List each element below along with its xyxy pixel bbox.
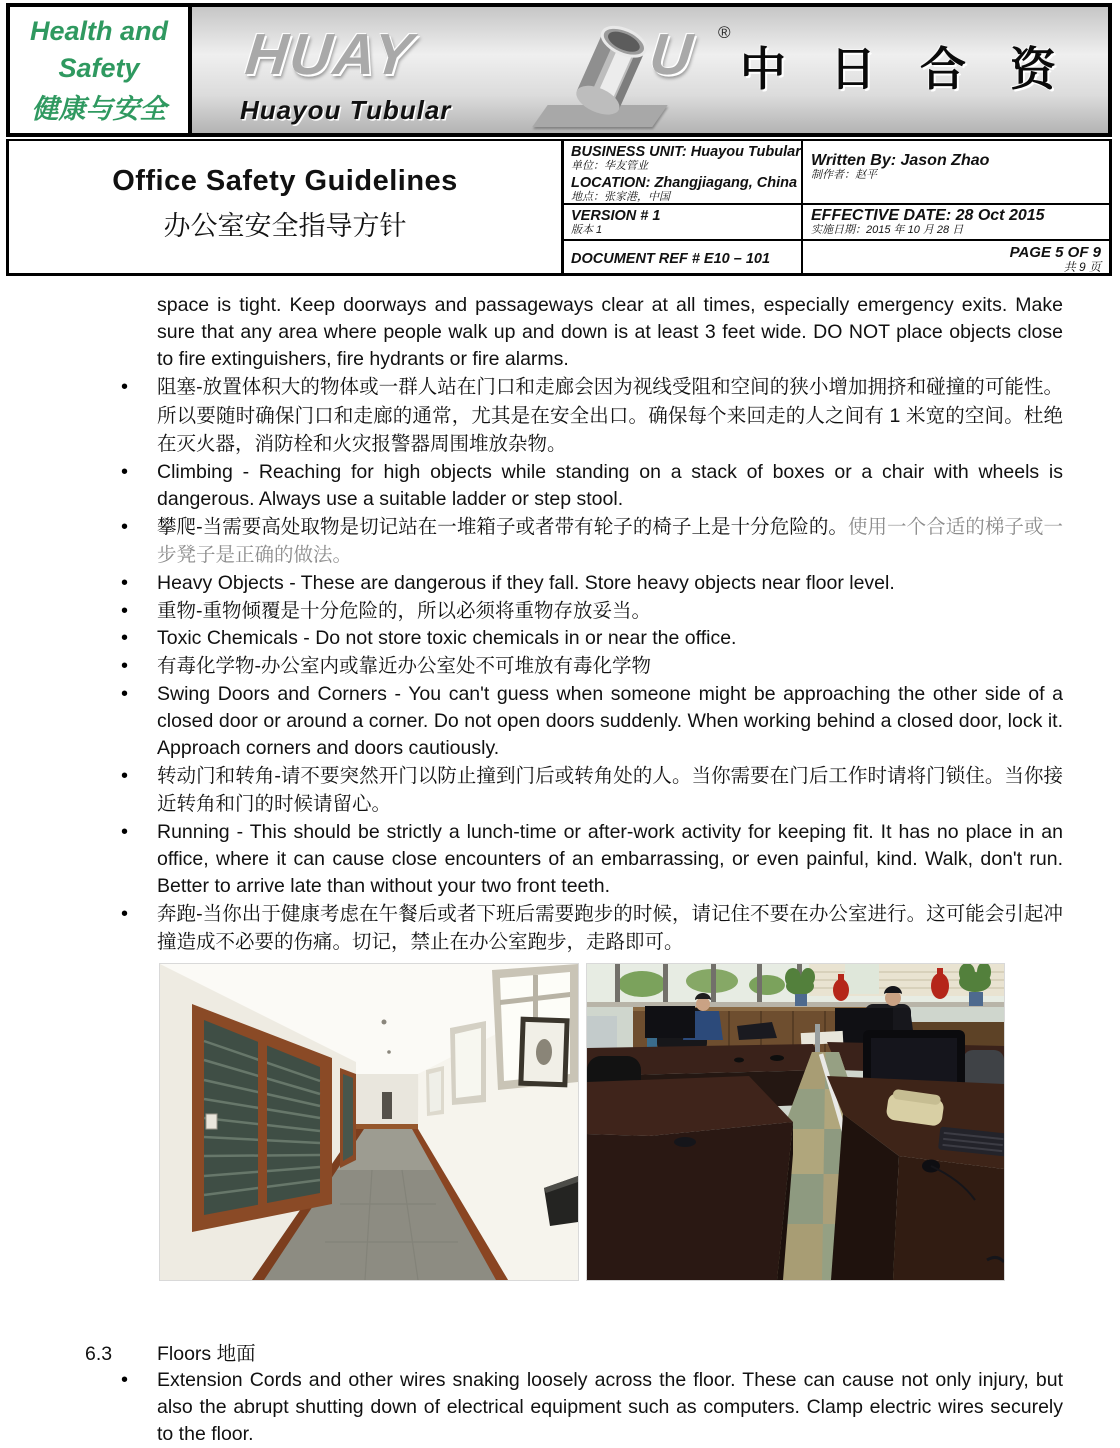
bullet-swing-doors-en: • Swing Doors and Corners - You can't guess when someone might be approaching the other side of a closed door or around a corner. Do not open doors suddenly. When working behind a closed door, lock it. Approach corners and doors cautiously. [157, 681, 1063, 762]
version-cell [564, 205, 803, 239]
business-unit-label-zh: 单位：华友管业 [571, 160, 648, 172]
joint-venture-text: 中日合资 [740, 43, 1100, 95]
safety-bullet-list [157, 373, 1063, 957]
floors-bullet-list [157, 1367, 1063, 1448]
bullet-running-zh: • 奔跑-当你出于健康考虑在午餐后或者下班后需要跑步的时候，请记住不要在办公室进行。这可能会引起冲撞造成不必要的伤痛。切记，禁止在办公室跑步，走路即可。 [157, 900, 1063, 957]
version-label-zh: 版本 1 [571, 224, 603, 236]
effective-date-cell [803, 205, 1109, 239]
business-unit-cell [564, 141, 803, 203]
effective-date-label-zh: 实施日期：2015 年 10 月 28 日 [811, 224, 964, 236]
page-number-cell [803, 241, 1109, 274]
page-number-zh: 共 9 页 [1063, 260, 1101, 274]
bullet-heavy-objects-zh: • 重物-重物倾覆是十分危险的，所以必须将重物存放妥当。 [157, 597, 1063, 626]
photo-row [159, 963, 1063, 1281]
written-by-cell [803, 141, 1109, 203]
huayou-logo [240, 13, 731, 131]
page-title: Office Safety Guidelines [112, 165, 458, 197]
location-label-zh: 地点：张家港，中国 [571, 191, 670, 203]
document-ref-cell [564, 241, 803, 274]
title-table [6, 139, 1112, 276]
document-info-grid [564, 141, 1109, 273]
bullet-climbing-en: • Climbing - Reaching for high objects while standing on a stack of boxes or a chair with wheels is dangerous. Always use a suitable ladder or step stool. [157, 459, 1063, 513]
bullet-climbing-zh-main: 攀爬-当需要高处取物是切记站在一堆箱子或者带有轮子的椅子上是十分危险的。 [157, 515, 848, 538]
bullet-running-en: • Running - This should be strictly a lunch-time or after-work activity for keeping fit. It has no place in an office, where it can cause close encounters of an embarrassing, or even painful, kind. Walk, don't run. Better to arrive late than without your two front teeth. [157, 819, 1063, 900]
corridor-photo [159, 963, 579, 1281]
header-banner-row [6, 3, 1112, 137]
health-safety-line1: Health and [29, 16, 169, 46]
health-safety-box [10, 7, 192, 133]
bullet-blockage-zh: • 阻塞-放置体积大的物体或一群人站在门口和走廊会因为视线受阻和空间的狭小增加拥挤和碰撞的可能性。所以要随时确保门口和走廊的通常，尤其是在安全出口。确保每个来回走的人之间有 1 米宽的空间。杜绝在灭火器，消防栓和火灾报警器周围堆放杂物。 [157, 373, 1063, 459]
document-header [6, 3, 1112, 276]
intro-paragraph: space is tight. Keep doorways and passageways clear at all times, especially emergency exits. Make sure that any area where people walk up and down is at least 3 feet wide. DO NOT place objects close to fire extinguishers, fire hydrants or fire alarms. [157, 294, 1063, 370]
written-by-label: Written By: Jason Zhao [811, 152, 990, 169]
office-photo [586, 963, 1005, 1281]
bullet-toxic-chemicals-en: • Toxic Chemicals - Do not store toxic chemicals in or near the office. [157, 625, 1063, 652]
effective-date-label: EFFECTIVE DATE: 28 Oct 2015 [811, 207, 1045, 224]
bullet-climbing-zh-gray: 使用一个合适的梯子或一步凳子是正确的做法。 [157, 515, 1063, 566]
document-ref-label: DOCUMENT REF # E10 – 101 [571, 251, 771, 267]
health-safety-line3: 健康与安全 [31, 94, 167, 124]
business-unit-label: BUSINESS UNIT: Huayou Tubular [571, 144, 801, 160]
logo-wordmark-tail: U [646, 22, 698, 87]
bullet-swing-doors-zh: • 转动门和转角-请不要突然开门以防止撞到门后或转角处的人。当你需要在门后工作时请将门锁住。当你接近转角和门的时候请留心。 [157, 762, 1063, 819]
document-title-cell [9, 141, 564, 273]
bullet-toxic-chemicals-zh: • 有毒化学物-办公室内或靠近办公室处不可堆放有毒化学物 [157, 652, 1063, 681]
section-title: Floors 地面 [157, 1342, 256, 1365]
health-safety-line2: Safety [58, 53, 140, 83]
logo-wordmark: HUAY [242, 22, 418, 87]
document-body [0, 278, 1120, 1448]
section-number: 6.3 [85, 1342, 113, 1365]
bullet-climbing-zh [157, 513, 1063, 570]
section-heading [85, 1341, 1063, 1367]
bullet-extension-cords: • Extension Cords and other wires snaking loosely across the floor. These can cause not only injury, but also the abrupt shutting down of electrical equipment such as computers. Clamp electric wires securely to the floor. [157, 1367, 1063, 1448]
page-title-zh: 办公室安全指导方针 [163, 211, 407, 241]
registered-trademark: ® [718, 23, 731, 42]
logo-subtitle: Huayou Tubular [240, 95, 452, 125]
location-label: LOCATION: Zhangjiagang, China [571, 175, 798, 191]
page-number: PAGE 5 OF 9 [1009, 244, 1101, 261]
logo-banner [192, 7, 1108, 133]
written-by-label-zh: 制作者：赵平 [811, 169, 877, 181]
version-label: VERSION # 1 [571, 208, 661, 224]
bullet-heavy-objects-en: • Heavy Objects - These are dangerous if they fall. Store heavy objects near floor level. [157, 570, 1063, 597]
